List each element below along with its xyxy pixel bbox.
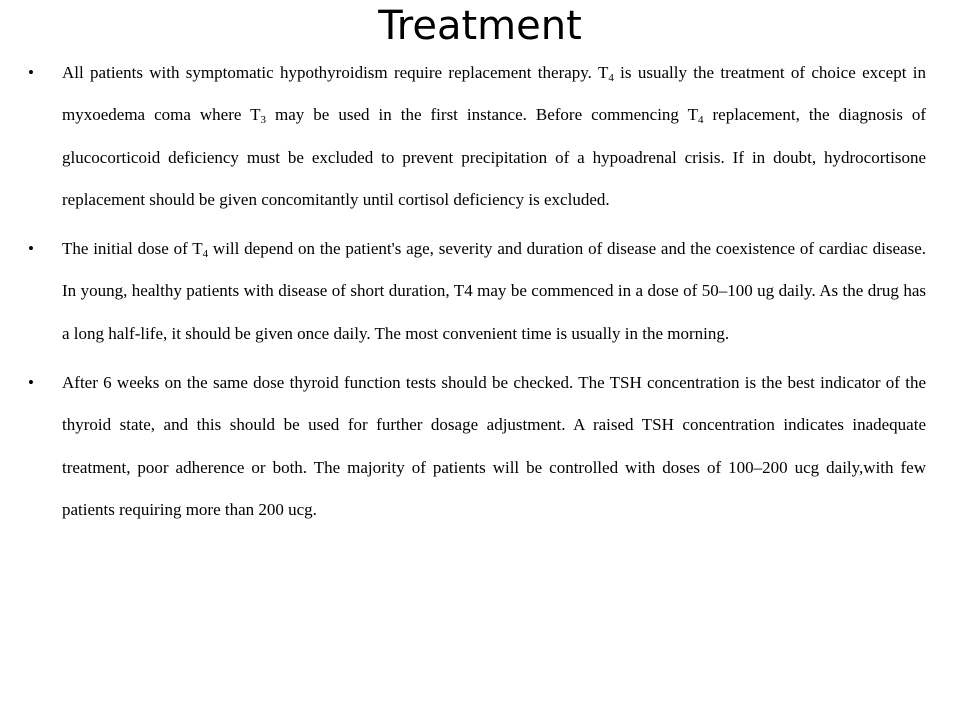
- slide-title: Treatment: [378, 3, 582, 49]
- text-run: replacement, the diagnosis of glucocorticoid deficiency must be excluded to prevent precipitation of a hypoadrenal crisis. If in doubt, hydrocortisone replacement should be given concomitantly until cortisol deficiency is excluded.: [62, 105, 926, 209]
- subscript: 4: [202, 248, 209, 261]
- text-run: All patients with symptomatic hypothyroidism require replacement therapy. T: [62, 63, 609, 82]
- bullet-marker: •: [28, 239, 34, 259]
- text-run: may be used in the first instance. Before commencing T: [266, 105, 699, 125]
- bullet-text: [62, 228, 926, 355]
- bullet-text: [62, 52, 926, 221]
- text-run: will depend on the patient's age, severity and duration of disease and the coexistence of cardiac disease. In young, healthy patients with disease of short duration, T4 may be commenced in a dose of 50–100 ug daily. As the drug has a long half-life, it should be given once daily. The most convenient time is usually in the morning.: [62, 239, 926, 343]
- text-run: is usually the treatment of choice except in myxoedema coma where T: [62, 63, 926, 125]
- text-run: After 6 weeks on the same dose thyroid function tests should be checked. The TSH concentration is the best indicator of the thyroid state, and this should be used for further dosage adjustment. A raised TSH concentration indicates inadequate treatment, poor adherence or both. The majority of patients will be controlled with doses of 100–200 ucg daily,with few patients requiring more than 200 ucg.: [62, 373, 926, 519]
- subscript: 3: [260, 114, 267, 127]
- subscript: 4: [608, 72, 614, 84]
- bullet-text: [62, 362, 926, 531]
- subscript: 4: [698, 114, 704, 127]
- bullet-marker: •: [28, 373, 34, 393]
- bullet-item: [26, 228, 926, 355]
- bullet-marker: •: [28, 63, 34, 82]
- bullet-item: [26, 52, 926, 221]
- bullet-list: [26, 52, 926, 538]
- text-run: The initial dose of T: [62, 239, 203, 259]
- bullet-item: [26, 362, 926, 531]
